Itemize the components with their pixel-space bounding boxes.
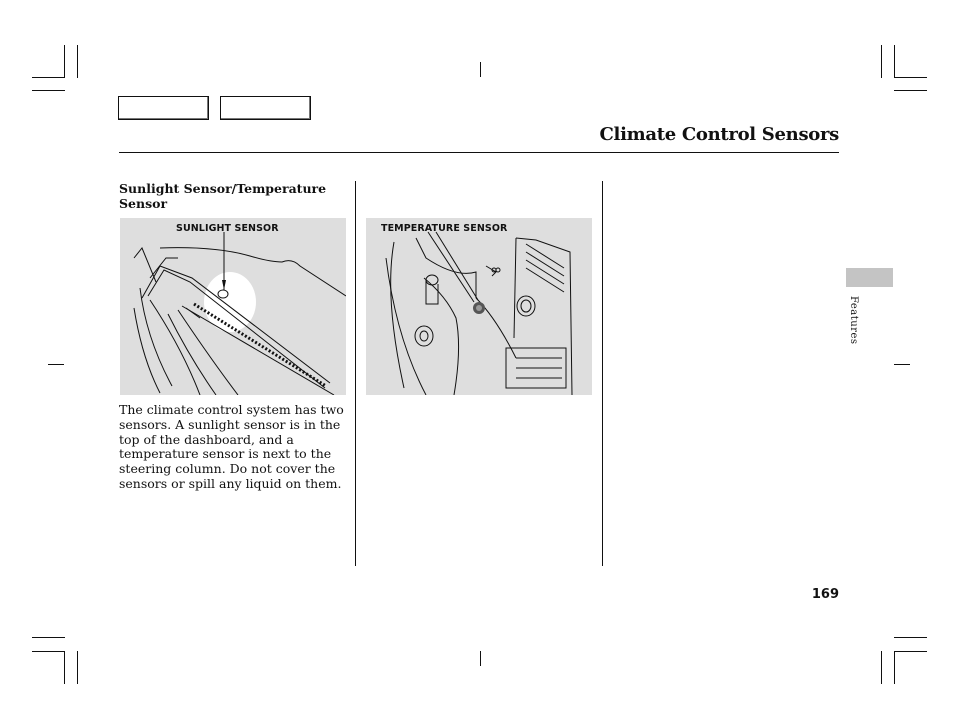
header-rule [119, 152, 839, 153]
sunlight-sensor-label: SUNLIGHT SENSOR [176, 223, 279, 234]
body-paragraph: The climate control system has two sensors. A sunlight sensor is in the top of the dashboard, and a temperature sensor is next to the steering column. Do not cover the sensors or spill any liquid on them. [119, 402, 344, 491]
sunlight-sensor-figure [120, 218, 346, 395]
section-heading: Sunlight Sensor/Temperature Sensor [119, 181, 327, 211]
section-tab[interactable] [846, 268, 893, 287]
sunlight-sensor-illustration [120, 218, 346, 395]
temperature-sensor-label: TEMPERATURE SENSOR [381, 223, 508, 234]
page-number: 169 [811, 587, 839, 602]
column-divider-right [602, 181, 603, 566]
nav-button-2[interactable] [220, 96, 311, 120]
nav-button-1[interactable] [118, 96, 209, 120]
page-title: Climate Control Sensors [599, 124, 839, 145]
temperature-sensor-illustration [366, 218, 592, 395]
column-divider-left [355, 181, 356, 566]
section-tab-label: Features [848, 296, 859, 345]
temperature-sensor-figure [366, 218, 592, 395]
